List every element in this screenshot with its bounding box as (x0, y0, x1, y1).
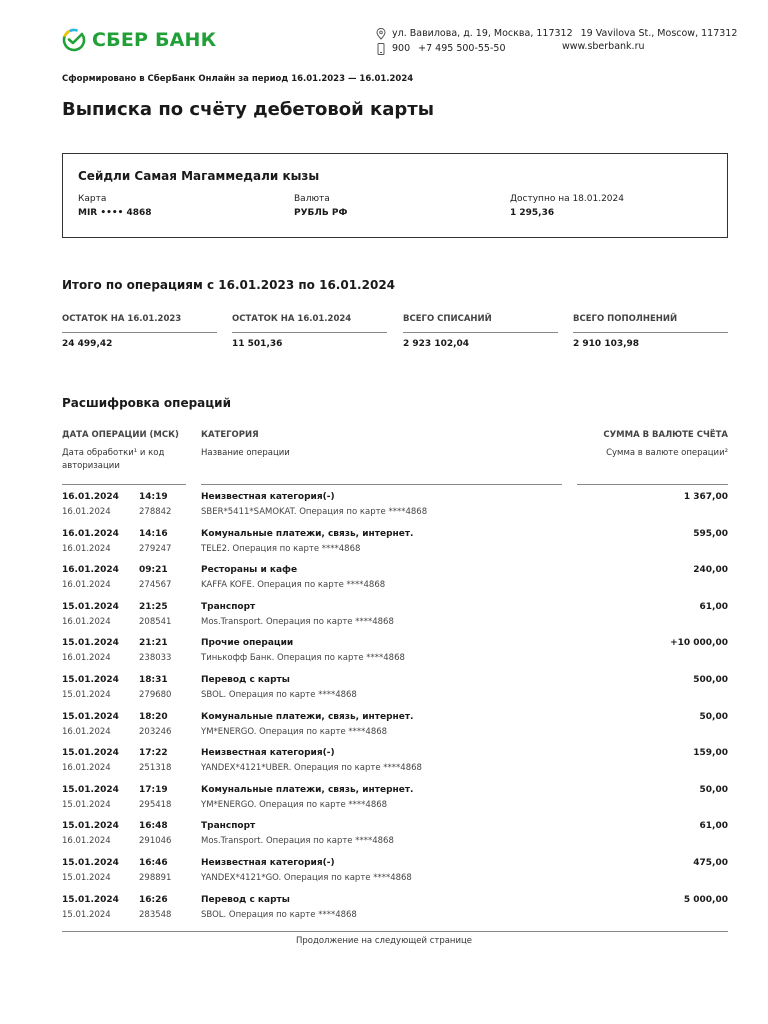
operation-date: 15.01.2024 (62, 674, 119, 685)
operation-amount: 50,00 (699, 711, 728, 722)
header-date-sub-2: авторизации (62, 461, 120, 471)
available-block (510, 194, 624, 218)
processing-date: 15.01.2024 (62, 689, 111, 700)
operation-description: KAFFA KOFE. Операция по карте ****4868 (201, 580, 386, 591)
operation-description: YM*ENERGO. Операция по карте ****4868 (201, 799, 388, 810)
operation-category: Перевод с карты (201, 894, 290, 905)
bank-contacts (376, 26, 737, 56)
operation-amount: 61,00 (699, 601, 728, 612)
auth-code: 295418 (139, 799, 172, 810)
header-divider (577, 484, 728, 485)
operation-description: YANDEX*4121*UBER. Операция по карте ****4868 (201, 763, 422, 774)
operation-amount: 475,00 (693, 857, 728, 868)
operation-description: Mos.Transport. Операция по карте ****4868 (201, 616, 394, 627)
operation-category: Комунальные платежи, связь, интернет. (201, 528, 414, 539)
operation-date: 15.01.2024 (62, 748, 119, 759)
operation-amount: 159,00 (693, 748, 728, 759)
address-en: 19 Vavilova St., Moscow, 117312 (580, 28, 738, 39)
auth-code: 283548 (139, 909, 172, 920)
auth-code: 298891 (139, 872, 172, 883)
operation-date: 16.01.2024 (62, 565, 119, 576)
operation-amount: 61,00 (699, 821, 728, 832)
short-phone: 900 (392, 43, 411, 54)
operation-time: 17:19 (139, 784, 168, 795)
operation-amount: 595,00 (693, 528, 728, 539)
continuation-note: Продолжение на следующей странице (295, 936, 473, 946)
processing-date: 16.01.2024 (62, 616, 111, 627)
operation-category: Комунальные платежи, связь, интернет. (201, 784, 414, 795)
operation-amount: 500,00 (693, 674, 728, 685)
operation-time: 16:26 (139, 894, 168, 905)
auth-code: 251318 (139, 763, 172, 774)
brand-name: СБЕР БАНК (92, 29, 217, 51)
table-row (62, 858, 728, 895)
phone-number: +7 495 500-55-50 (418, 43, 506, 54)
operation-category: Рестораны и кафе (201, 565, 298, 576)
processing-date: 16.01.2024 (62, 653, 111, 664)
table-row (62, 785, 728, 822)
table-row (62, 529, 728, 566)
operations-list (62, 492, 728, 931)
card-holder-name: Сейдли Самая Магаммедали кызы (78, 169, 320, 183)
card-label: Карта (78, 194, 107, 204)
operation-date: 15.01.2024 (62, 784, 119, 795)
total-label: ВСЕГО ПОПОЛНЕНИЙ (573, 314, 728, 333)
table-row (62, 748, 728, 785)
total-value: 24 499,42 (62, 339, 113, 349)
operation-date: 15.01.2024 (62, 857, 119, 868)
header-amount-sub: Сумма в валюте операции² (606, 448, 728, 458)
processing-date: 16.01.2024 (62, 507, 111, 517)
operation-description: Mos.Transport. Операция по карте ****4868 (201, 836, 394, 847)
header-date-sub-1: Дата обработки¹ и код (62, 448, 165, 458)
operation-date: 15.01.2024 (62, 638, 119, 649)
available-value: 1 295,36 (510, 208, 555, 218)
available-label: Доступно на 18.01.2024 (510, 194, 624, 204)
operations-table-header (62, 430, 728, 486)
operation-time: 17:22 (139, 748, 168, 759)
header (62, 26, 738, 60)
operation-time: 14:16 (139, 528, 168, 539)
operation-time: 18:20 (139, 711, 168, 722)
table-row (62, 638, 728, 675)
operation-amount: 5 000,00 (683, 894, 728, 905)
auth-code: 291046 (139, 836, 172, 847)
operation-description: Тинькофф Банк. Операция по карте ****4868 (201, 653, 405, 664)
operation-time: 16:46 (139, 857, 168, 868)
auth-code: 274567 (139, 580, 172, 591)
operation-category: Транспорт (201, 601, 256, 612)
operation-time: 18:31 (139, 674, 168, 685)
phone-row (376, 41, 737, 56)
operation-amount: 1 367,00 (683, 492, 728, 502)
operation-date: 16.01.2024 (62, 492, 119, 502)
operations-title: Расшифровка операций (62, 396, 231, 410)
header-date: ДАТА ОПЕРАЦИИ (МСК) (62, 430, 179, 440)
auth-code: 203246 (139, 726, 172, 737)
operation-category: Неизвестная категория(-) (201, 492, 335, 502)
operation-description: SBOL. Операция по карте ****4868 (201, 909, 357, 920)
auth-code: 279247 (139, 543, 172, 554)
operation-time: 09:21 (139, 565, 168, 576)
total-label: ВСЕГО СПИСАНИЙ (403, 314, 558, 333)
operation-date: 15.01.2024 (62, 711, 119, 722)
total-item (403, 314, 558, 349)
auth-code: 238033 (139, 653, 172, 664)
auth-code: 208541 (139, 616, 172, 627)
total-item (232, 314, 387, 349)
processing-date: 16.01.2024 (62, 580, 111, 591)
operation-date: 15.01.2024 (62, 894, 119, 905)
operation-category: Неизвестная категория(-) (201, 748, 335, 759)
header-amount: СУММА В ВАЛЮТЕ СЧЁТА (603, 430, 728, 440)
operation-amount: +10 000,00 (670, 638, 728, 649)
card-number: MIR •••• 4868 (78, 208, 152, 218)
processing-date: 15.01.2024 (62, 872, 111, 883)
total-value: 11 501,36 (232, 339, 283, 349)
website[interactable]: www.sberbank.ru (562, 41, 645, 52)
header-category: КАТЕГОРИЯ (201, 430, 259, 440)
sber-logo-icon (62, 28, 86, 52)
processing-date: 16.01.2024 (62, 543, 111, 554)
totals-title: Итого по операциям с 16.01.2023 по 16.01.2024 (62, 278, 396, 292)
header-divider (62, 484, 186, 485)
operation-category: Перевод с карты (201, 674, 290, 685)
operation-time: 21:25 (139, 601, 168, 612)
totals-summary (62, 314, 728, 354)
processing-date: 16.01.2024 (62, 836, 111, 847)
operation-amount: 50,00 (699, 784, 728, 795)
total-label: ОСТАТОК НА 16.01.2023 (62, 314, 217, 333)
operation-date: 16.01.2024 (62, 528, 119, 539)
table-row (62, 602, 728, 639)
page-title: Выписка по счёту дебетовой карты (62, 99, 434, 120)
table-row (62, 492, 728, 529)
processing-date: 15.01.2024 (62, 799, 111, 810)
total-label: ОСТАТОК НА 16.01.2024 (232, 314, 387, 333)
operation-description: TELE2. Операция по карте ****4868 (201, 543, 361, 554)
operation-category: Прочие операции (201, 638, 294, 649)
currency-value: РУБЛЬ РФ (294, 208, 348, 218)
processing-date: 16.01.2024 (62, 726, 111, 737)
sber-logo (62, 28, 216, 52)
operation-category: Транспорт (201, 821, 256, 832)
total-value: 2 910 103,98 (573, 339, 640, 349)
header-category-sub: Название операции (201, 448, 290, 458)
total-item (573, 314, 728, 349)
card-number-block (78, 194, 152, 218)
table-row (62, 895, 728, 932)
auth-code: 279680 (139, 689, 172, 700)
operation-time: 16:48 (139, 821, 168, 832)
operation-category: Комунальные платежи, связь, интернет. (201, 711, 414, 722)
operation-description: SBER*5411*SAMOKAT. Операция по карте ****4868 (201, 507, 428, 517)
table-row (62, 675, 728, 712)
table-bottom-divider (62, 931, 728, 932)
currency-label: Валюта (294, 194, 330, 204)
header-divider (201, 484, 562, 485)
processing-date: 16.01.2024 (62, 763, 111, 774)
address-row (376, 26, 737, 41)
total-item (62, 314, 217, 349)
operation-category: Неизвестная категория(-) (201, 857, 335, 868)
operation-time: 14:19 (139, 492, 168, 502)
phone-icon (376, 43, 386, 55)
operation-date: 15.01.2024 (62, 821, 119, 832)
auth-code: 278842 (139, 507, 172, 517)
operation-time: 21:21 (139, 638, 168, 649)
table-row (62, 712, 728, 749)
card-info-box (62, 153, 728, 238)
operation-description: YM*ENERGO. Операция по карте ****4868 (201, 726, 388, 737)
total-value: 2 923 102,04 (403, 339, 470, 349)
operation-date: 15.01.2024 (62, 601, 119, 612)
formed-period: Сформировано в СберБанк Онлайн за период 16.01.2023 — 16.01.2024 (62, 74, 414, 84)
table-row (62, 821, 728, 858)
processing-date: 15.01.2024 (62, 909, 111, 920)
operation-amount: 240,00 (693, 565, 728, 576)
address-ru: ул. Вавилова, д. 19, Москва, 117312 (392, 28, 573, 39)
operation-description: SBOL. Операция по карте ****4868 (201, 689, 357, 700)
table-row (62, 565, 728, 602)
currency-block (294, 194, 347, 218)
location-pin-icon (376, 28, 386, 40)
operation-description: YANDEX*4121*GO. Операция по карте ****4868 (201, 872, 412, 883)
